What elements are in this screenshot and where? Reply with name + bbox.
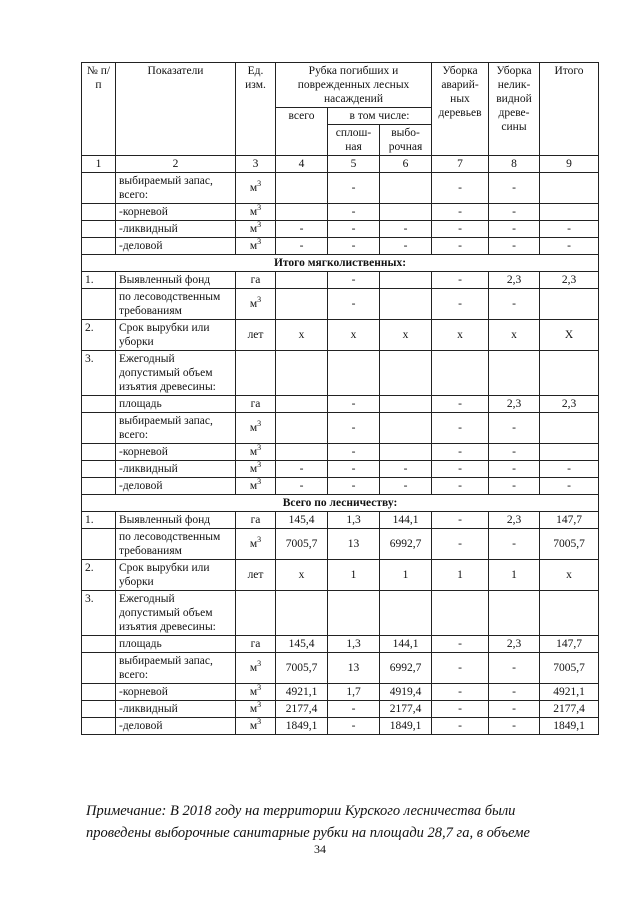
column-number: 6 — [380, 156, 432, 173]
table-cell: 7005,7 — [276, 653, 328, 684]
table-row — [82, 512, 599, 529]
table-cell — [540, 413, 599, 444]
table-cell: - — [432, 413, 489, 444]
table-cell — [380, 351, 432, 396]
table-cell: - — [380, 238, 432, 255]
row-number — [82, 444, 116, 461]
table-cell: 147,7 — [540, 512, 599, 529]
row-unit: $м^3$ — [236, 444, 276, 461]
row-number: 2. — [82, 560, 116, 591]
table-cell: - — [489, 478, 540, 495]
table-cell — [380, 272, 432, 289]
table-cell: 4921,1 — [276, 684, 328, 701]
table-cell: - — [489, 413, 540, 444]
table-cell: 2177,4 — [276, 701, 328, 718]
table-cell: х — [328, 320, 380, 351]
row-number — [82, 204, 116, 221]
row-label: Ежегодный допустимый объем изъятия древесины: — [116, 351, 236, 396]
table-cell: Х — [540, 320, 599, 351]
table-cell: - — [489, 444, 540, 461]
row-number — [82, 529, 116, 560]
table-cell: - — [432, 718, 489, 735]
table-cell: - — [328, 238, 380, 255]
table-cell — [276, 173, 328, 204]
table-row — [82, 529, 599, 560]
table-cell: 1 — [380, 560, 432, 591]
row-unit: га — [236, 636, 276, 653]
row-number: 1. — [82, 272, 116, 289]
row-unit — [236, 591, 276, 636]
table-cell: 7005,7 — [540, 653, 599, 684]
table-row — [82, 221, 599, 238]
row-label: Срок вырубки или уборки — [116, 560, 236, 591]
table-row — [82, 396, 599, 413]
table-cell: 145,4 — [276, 512, 328, 529]
row-number — [82, 684, 116, 701]
table-cell: 7005,7 — [276, 529, 328, 560]
row-label: выбираемый запас, всего: — [116, 413, 236, 444]
row-label: -деловой — [116, 238, 236, 255]
table-cell: - — [432, 289, 489, 320]
table-cell — [276, 591, 328, 636]
table-cell — [540, 173, 599, 204]
row-label: -ликвидный — [116, 221, 236, 238]
table-cell: - — [432, 272, 489, 289]
table-cell: - — [489, 684, 540, 701]
table-cell: - — [540, 461, 599, 478]
table-cell: - — [432, 529, 489, 560]
row-number: 3. — [82, 351, 116, 396]
row-number — [82, 461, 116, 478]
header-num: № п/п — [82, 63, 116, 156]
column-number: 5 — [328, 156, 380, 173]
table-row — [82, 289, 599, 320]
header-felling: Рубка погибших и поврежденных лесных насаждений — [276, 63, 432, 108]
row-number — [82, 478, 116, 495]
row-unit: $м^3$ — [236, 238, 276, 255]
table-cell: 2,3 — [489, 272, 540, 289]
table-cell: 1849,1 — [380, 718, 432, 735]
header-incl: в том числе: — [328, 108, 432, 125]
table-cell: 2,3 — [540, 272, 599, 289]
table-cell: 1849,1 — [540, 718, 599, 735]
row-number — [82, 173, 116, 204]
row-unit: $м^3$ — [236, 204, 276, 221]
table-row — [82, 238, 599, 255]
row-number — [82, 396, 116, 413]
column-number: 4 — [276, 156, 328, 173]
table-cell — [540, 289, 599, 320]
row-label: -корневой — [116, 684, 236, 701]
table-cell — [540, 444, 599, 461]
column-number: 7 — [432, 156, 489, 173]
table-row — [82, 272, 599, 289]
section-header-row — [82, 495, 599, 512]
row-number — [82, 221, 116, 238]
table-row — [82, 173, 599, 204]
row-label: -корневой — [116, 204, 236, 221]
table-row — [82, 204, 599, 221]
row-number — [82, 718, 116, 735]
note-line-2: проведены выборочные санитарные рубки на площади 28,7 га, в объеме — [86, 825, 530, 841]
table-cell: - — [540, 478, 599, 495]
table-cell: 1,7 — [328, 684, 380, 701]
table-cell: - — [489, 289, 540, 320]
table-cell — [276, 396, 328, 413]
row-unit: $м^3$ — [236, 173, 276, 204]
table-cell: - — [489, 238, 540, 255]
table-cell: - — [328, 461, 380, 478]
table-header — [82, 63, 599, 173]
table-cell: - — [276, 221, 328, 238]
table-cell: - — [432, 173, 489, 204]
table-cell — [380, 204, 432, 221]
table-cell: 1,3 — [328, 512, 380, 529]
header-selective: выбо-рочная — [380, 125, 432, 156]
row-unit: $м^3$ — [236, 461, 276, 478]
table-cell: х — [432, 320, 489, 351]
table-cell: 6992,7 — [380, 653, 432, 684]
table-cell — [489, 351, 540, 396]
row-unit: лет — [236, 560, 276, 591]
column-number: 3 — [236, 156, 276, 173]
table-cell: - — [432, 512, 489, 529]
table-cell: 2177,4 — [540, 701, 599, 718]
table-cell — [540, 204, 599, 221]
table-cell: 2,3 — [540, 396, 599, 413]
table-cell: - — [432, 204, 489, 221]
section-header-row — [82, 255, 599, 272]
table-cell — [380, 591, 432, 636]
column-number: 8 — [489, 156, 540, 173]
row-label: Ежегодный допустимый объем изъятия древесины: — [116, 591, 236, 636]
row-unit: $м^3$ — [236, 478, 276, 495]
row-unit: га — [236, 272, 276, 289]
table-cell: 1 — [432, 560, 489, 591]
table-cell — [328, 591, 380, 636]
note-line-1: Примечание: В 2018 году на территории Курского лесничества были — [86, 803, 516, 819]
table-cell — [380, 413, 432, 444]
table-cell — [380, 173, 432, 204]
table-cell: 13 — [328, 529, 380, 560]
row-label: -деловой — [116, 478, 236, 495]
section-title: Итого мягколиственных: — [82, 255, 599, 272]
table-row — [82, 413, 599, 444]
row-unit: $м^3$ — [236, 413, 276, 444]
row-label: -ликвидный — [116, 701, 236, 718]
table-cell: 144,1 — [380, 636, 432, 653]
table-cell: х — [489, 320, 540, 351]
row-number: 3. — [82, 591, 116, 636]
table-row — [82, 351, 599, 396]
column-number: 9 — [540, 156, 599, 173]
table-cell: - — [380, 461, 432, 478]
table-cell: - — [328, 221, 380, 238]
table-cell: 2,3 — [489, 512, 540, 529]
table-cell: 2,3 — [489, 396, 540, 413]
table-cell: - — [489, 173, 540, 204]
row-label: выбираемый запас, всего: — [116, 653, 236, 684]
table-cell: - — [489, 461, 540, 478]
table-cell: - — [489, 701, 540, 718]
row-number — [82, 701, 116, 718]
row-number: 1. — [82, 512, 116, 529]
table-cell: 147,7 — [540, 636, 599, 653]
table-cell — [432, 591, 489, 636]
table-row — [82, 461, 599, 478]
table-cell — [540, 591, 599, 636]
table-cell: 2,3 — [489, 636, 540, 653]
row-number — [82, 238, 116, 255]
header-indicators: Показатели — [116, 63, 236, 156]
table-cell: 2177,4 — [380, 701, 432, 718]
row-unit: $м^3$ — [236, 684, 276, 701]
header-total: всего — [276, 108, 328, 156]
row-label: по лесоводственным требованиям — [116, 289, 236, 320]
table-cell: 13 — [328, 653, 380, 684]
header-unit: Ед. изм. — [236, 63, 276, 156]
table-cell: - — [432, 221, 489, 238]
row-unit — [236, 351, 276, 396]
table-row — [82, 684, 599, 701]
table-row — [82, 478, 599, 495]
row-unit: $м^3$ — [236, 653, 276, 684]
header-result: Итого — [540, 63, 599, 156]
table-cell: - — [489, 653, 540, 684]
table-cell: 7005,7 — [540, 529, 599, 560]
row-label: Выявленный фонд — [116, 512, 236, 529]
table-row — [82, 653, 599, 684]
table-cell: - — [380, 221, 432, 238]
table-row — [82, 701, 599, 718]
table-row — [82, 718, 599, 735]
row-unit: $м^3$ — [236, 221, 276, 238]
table-cell: 1 — [489, 560, 540, 591]
table-cell — [276, 272, 328, 289]
header-emergency: Уборка аварий-ных деревьев — [432, 63, 489, 156]
table-cell: 1 — [328, 560, 380, 591]
row-label: -ликвидный — [116, 461, 236, 478]
table-cell: - — [276, 238, 328, 255]
table-cell — [276, 204, 328, 221]
table-cell: - — [489, 529, 540, 560]
table-cell: - — [432, 461, 489, 478]
table-cell — [432, 351, 489, 396]
row-number — [82, 289, 116, 320]
header-illiquid: Уборка нелик-видной древе-сины — [489, 63, 540, 156]
table-cell: - — [276, 478, 328, 495]
table-cell: 1849,1 — [276, 718, 328, 735]
row-number — [82, 653, 116, 684]
table-cell: - — [328, 289, 380, 320]
table-cell: - — [328, 444, 380, 461]
row-unit: $м^3$ — [236, 718, 276, 735]
section-title: Всего по лесничеству: — [82, 495, 599, 512]
table-cell: 4921,1 — [540, 684, 599, 701]
table-row — [82, 636, 599, 653]
table-cell: х — [276, 320, 328, 351]
table-row — [82, 560, 599, 591]
table-cell: 144,1 — [380, 512, 432, 529]
row-label: площадь — [116, 396, 236, 413]
row-label: Выявленный фонд — [116, 272, 236, 289]
column-number: 2 — [116, 156, 236, 173]
table-cell — [276, 351, 328, 396]
table-cell: - — [328, 272, 380, 289]
table-cell: - — [540, 221, 599, 238]
table-cell: - — [328, 173, 380, 204]
column-number: 1 — [82, 156, 116, 173]
table-row — [82, 320, 599, 351]
table-cell: х — [540, 560, 599, 591]
row-number — [82, 413, 116, 444]
row-label: -корневой — [116, 444, 236, 461]
row-label: -деловой — [116, 718, 236, 735]
table-cell: - — [328, 718, 380, 735]
row-label: Срок вырубки или уборки — [116, 320, 236, 351]
header-clear: сплош-ная — [328, 125, 380, 156]
table-cell: - — [432, 478, 489, 495]
table-cell — [380, 289, 432, 320]
table-cell: - — [540, 238, 599, 255]
row-unit: $м^3$ — [236, 701, 276, 718]
table-cell: - — [432, 701, 489, 718]
table-cell: - — [328, 204, 380, 221]
row-unit: $м^3$ — [236, 529, 276, 560]
row-unit: лет — [236, 320, 276, 351]
table-cell: - — [328, 413, 380, 444]
row-number — [82, 636, 116, 653]
table-body — [82, 173, 599, 735]
table-cell: х — [380, 320, 432, 351]
table-cell — [380, 396, 432, 413]
table-cell: - — [432, 396, 489, 413]
row-label: площадь — [116, 636, 236, 653]
table-row — [82, 444, 599, 461]
row-label: выбираемый запас, всего: — [116, 173, 236, 204]
table-cell: - — [328, 396, 380, 413]
table-cell: 4919,4 — [380, 684, 432, 701]
table-cell — [276, 289, 328, 320]
table-cell: - — [328, 701, 380, 718]
column-numbers-row — [82, 156, 599, 173]
row-label: по лесоводственным требованиям — [116, 529, 236, 560]
table-cell: - — [432, 636, 489, 653]
page-number: 34 — [314, 842, 326, 856]
table-cell: 145,4 — [276, 636, 328, 653]
table-cell: - — [380, 478, 432, 495]
table-cell: - — [489, 204, 540, 221]
table-cell: 6992,7 — [380, 529, 432, 560]
row-unit: га — [236, 396, 276, 413]
table-cell: - — [432, 684, 489, 701]
table-cell — [489, 591, 540, 636]
table-cell: - — [489, 718, 540, 735]
row-unit: га — [236, 512, 276, 529]
table-cell — [380, 444, 432, 461]
table-cell — [540, 351, 599, 396]
table-cell: - — [276, 461, 328, 478]
table-cell — [276, 413, 328, 444]
table-cell — [276, 444, 328, 461]
row-number: 2. — [82, 320, 116, 351]
table-cell: - — [432, 238, 489, 255]
forest-fund-table — [81, 62, 599, 735]
table-cell: 1,3 — [328, 636, 380, 653]
table-cell: х — [276, 560, 328, 591]
table-cell: - — [489, 221, 540, 238]
row-unit: $м^3$ — [236, 289, 276, 320]
table-cell: - — [328, 478, 380, 495]
table-cell: - — [432, 444, 489, 461]
table-cell: - — [432, 653, 489, 684]
table-row — [82, 591, 599, 636]
table-cell — [328, 351, 380, 396]
